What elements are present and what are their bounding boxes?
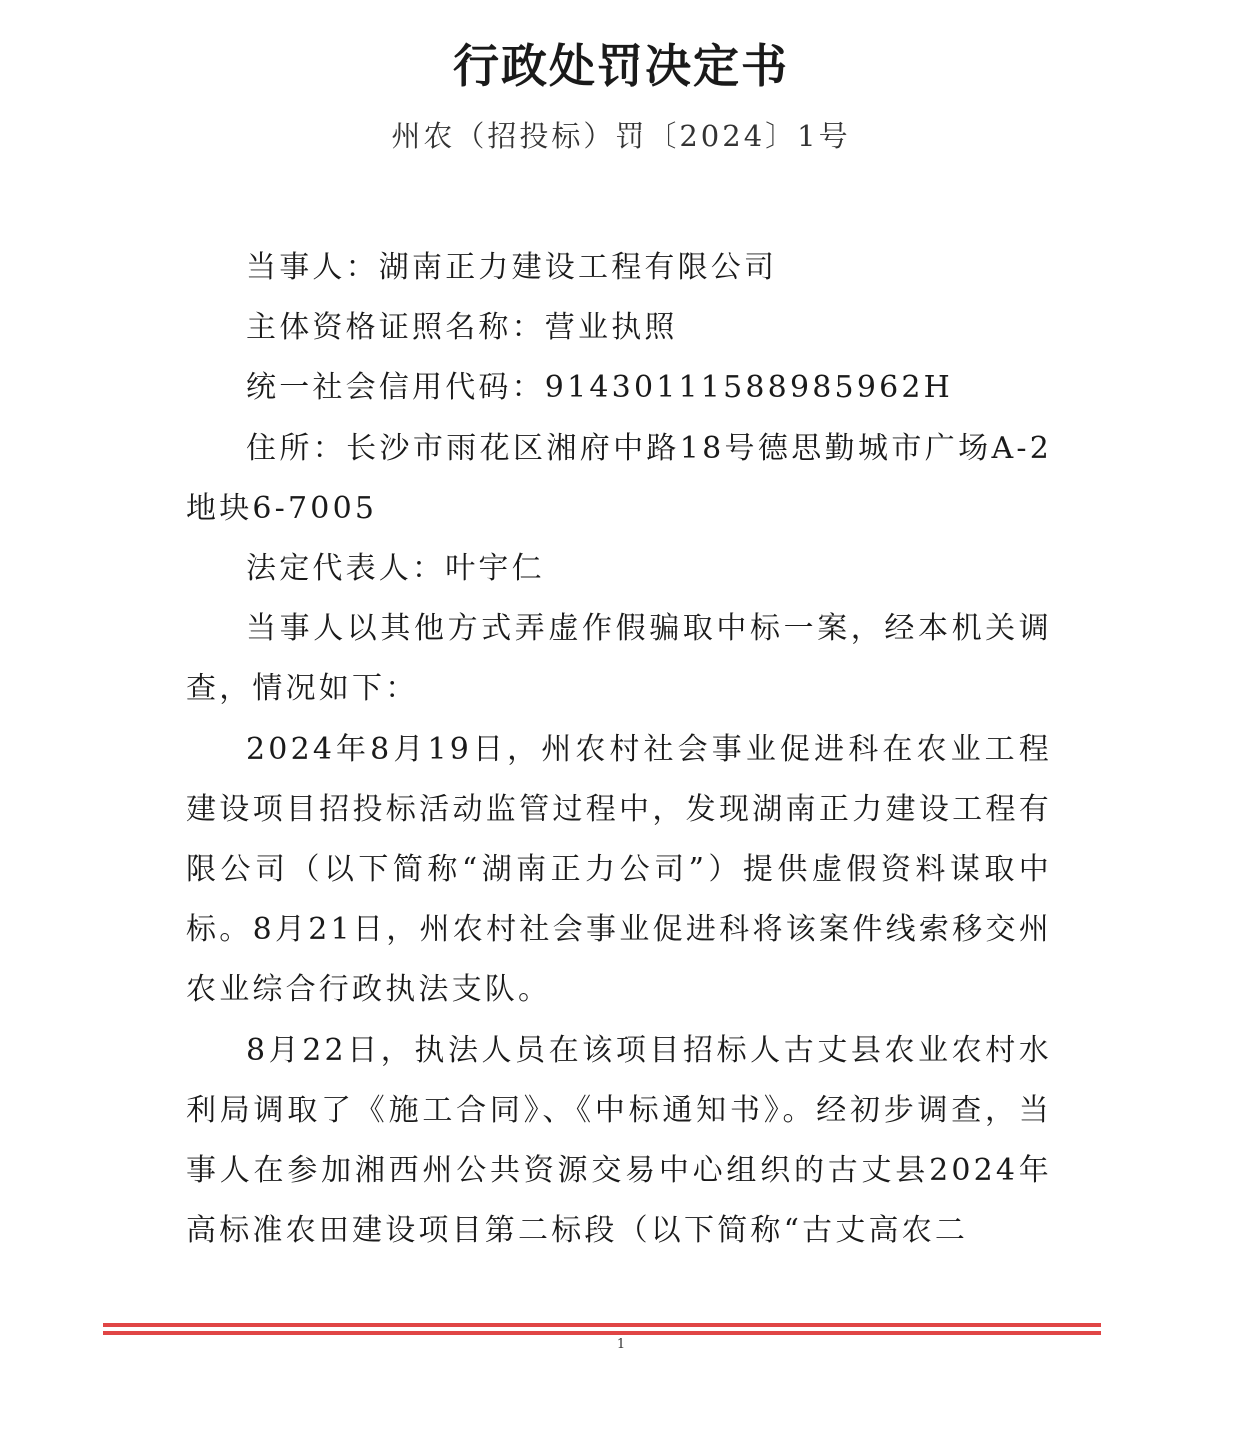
legal-representative: 法定代表人：叶宇仁 — [246, 551, 545, 587]
page-number: 1 — [616, 1337, 626, 1352]
party-name: 当事人：湖南正力建设工程有限公司 — [246, 250, 778, 285]
document-number: 州农（招投标）罚〔2024〕1号 — [391, 119, 851, 153]
document-title: 行政处罚决定书 — [453, 39, 789, 93]
document-body — [186, 238, 1052, 1261]
investigation-paragraph: 8月22日，执法人员在该项目招标人古丈县农业农村水利局调取了《施工合同》、《中标通知书》。经初步调查，当事人在参加湘西州公共资源交易中心组织的古丈县2024年高标准农田建设项目第二标段（以下简称“古丈高农二 — [186, 1032, 1052, 1249]
license-name: 主体资格证照名称：营业执照 — [246, 310, 678, 346]
address: 住所：长沙市雨花区湘府中路18号德思勤城市广场A-2地块6-7005 — [186, 430, 1052, 526]
case-intro-paragraph: 当事人以其他方式弄虚作假骗取中标一案，经本机关调查，情况如下： — [186, 611, 1052, 707]
footer-rule-top — [103, 1323, 1101, 1327]
footer-rule-bottom — [103, 1331, 1101, 1335]
discovery-paragraph: 2024年8月19日，州农村社会事业促进科在农业工程建设项目招投标活动监管过程中，发现湖南正力建设工程有限公司（以下简称“湖南正力公司”）提供虚假资料谋取中标。8月21日，州农村社会事业促进科将该案件线索移交州农业综合行政执法支队。 — [186, 731, 1052, 1008]
credit-code: 统一社会信用代码：91430111588985962H — [246, 370, 954, 406]
